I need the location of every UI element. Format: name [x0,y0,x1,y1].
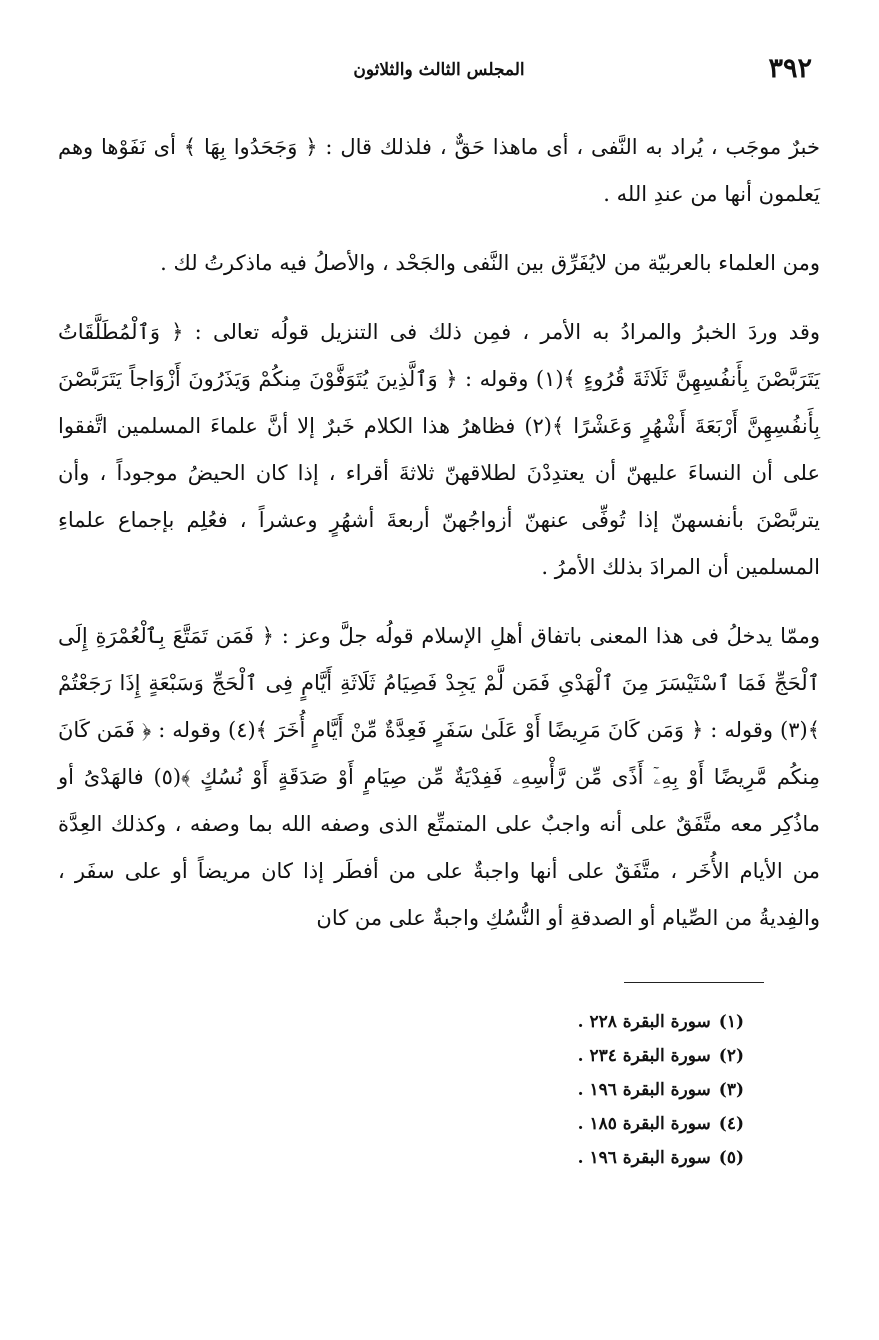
paragraph: وممّا يدخلُ فى هذا المعنى باتفاق أهلِ الإسلام قولُه جلَّ وعز : ﴿ فَمَن تَمَتَّعَ بِٱلْعُمْرَةِ إِلَى ٱلْحَجِّ فَمَا ٱسْتَيْسَرَ مِنَ ٱلْهَدْىِ فَمَن لَّمْ يَجِدْ فَصِيَامُ ثَلَاثَةِ أَيَّامٍ فِى ٱلْحَجِّ وَسَبْعَةٍ إِذَا رَجَعْتُمْ ﴾(٣) وقوله : ﴿ وَمَن كَانَ مَرِيضًا أَوْ عَلَىٰ سَفَرٍ فَعِدَّةٌ مِّنْ أَيَّامٍ أُخَرَ ﴾(٤) وقوله : ﴿ فَمَن كَانَ مِنكُم مَّرِيضًا أَوْ بِهِۦٓ أَذًى مِّن رَّأْسِهِۦ فَفِدْيَةٌ مِّن صِيَامٍ أَوْ صَدَقَةٍ أَوْ نُسُكٍ ﴾(٥) فالهَدْىُ أو ماذُكِر معه متَّفَقٌ على أنه واجبٌ على المتمتِّع الذى وصفه الله بما وصفه ، وكذلك العِدَّة من الأيام الأُخَر ، متَّفَقٌ على أنها واجبةٌ على من أفطَر إذا كان مريضاً أو على سفَر ، والفِديةُ من الصِّيام أو الصدقةِ أو النُّسُكِ واجبةٌ على من كان [58,624,820,930]
footnote [58,1073,744,1107]
book-page [58,52,820,1312]
footnote [58,1039,744,1073]
footnote-text: سورة البقرة ١٩٦ . [577,1080,711,1100]
paragraph: خبرٌ موجَب ، يُراد به النَّفى ، أى ماهذا حَقٌّ ، فلذلك قال : ﴿ وَجَحَدُوا بِهَا ﴾ أى نَفَوْها وهم يَعلمون أنها من عندِ الله . [58,135,820,206]
running-head [58,52,820,92]
footnote-number: (١) [718,1012,744,1032]
footnote-separator [624,982,764,983]
footnotes [58,1005,820,1175]
footnote-number: (٣) [718,1080,744,1100]
page-number: ٣٩٢ [768,53,812,84]
footnote [58,1107,744,1141]
body-text [58,124,820,942]
footnote-number: (٢) [718,1046,744,1066]
footnote-text: سورة البقرة ١٩٦ . [577,1148,711,1168]
footnote-separator-wrap [58,982,820,983]
footnote-number: (٤) [718,1114,744,1134]
footnote-number: (٥) [718,1148,744,1168]
footnote-text: سورة البقرة ٢٣٤ . [577,1046,711,1066]
chapter-title: المجلس الثالث والثلاثون [353,60,525,80]
footnote-text: سورة البقرة ١٨٥ . [577,1114,711,1134]
footnote [58,1141,744,1175]
footnote [58,1005,744,1039]
paragraph: ومن العلماء بالعربيّة من لايُفَرِّق بين النَّفى والجَحْد ، والأصلُ فيه ماذكرتُ لك . [160,251,820,275]
footnote-text: سورة البقرة ٢٢٨ . [577,1012,711,1032]
paragraph: وقد وردَ الخبرُ والمرادُ به الأمر ، فمِن ذلك فى التنزيل قولُه تعالى : ﴿ وَٱلْمُطَلَّقَاتُ يَتَرَبَّصْنَ بِأَنفُسِهِنَّ ثَلَاثَةَ قُرُوءٍ ﴾(١) وقوله : ﴿ وَٱلَّذِينَ يُتَوَفَّوْنَ مِنكُمْ وَيَذَرُونَ أَزْوَاجاً يَتَرَبَّصْنَ بِأَنفُسِهِنَّ أَرْبَعَةَ أَشْهُرٍ وَعَشْرًا ﴾(٢) فظاهرُ هذا الكلام خَبرٌ إلا أنَّ علماءَ المسلمين اتَّفقوا على أن النساءَ عليهنّ أن يعتدِدْنَ لطلاقهنّ ثلاثةَ أقراء ، إذا كان الحيضُ موجوداً ، وأن يتربَّصْنَ بأنفسهنّ إذا تُوفِّى عنهنّ أزواجُهنّ أربعةَ أشهُرٍ وعشراً ، فعُلِم بإجماع علماءِ المسلمين أن المرادَ بذلك الأمرُ . [58,320,821,579]
